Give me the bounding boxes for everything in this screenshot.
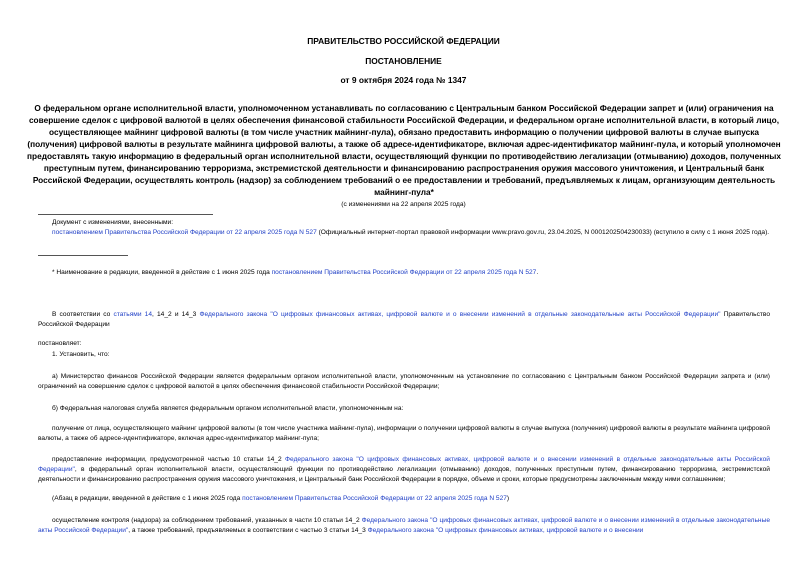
clause-text: предоставление информации, предусмотренной частью 10 статьи 14_2 (52, 456, 286, 463)
clause-b: б) Федеральная налоговая служба является федеральным органом исполнительной власти, уполномоченным на: (52, 405, 404, 412)
clause-1: 1. Установить, что: (52, 351, 110, 358)
clause-text: , а также требований, предъявляемых в соответствии с частью 3 статьи 14_3 (128, 527, 368, 534)
preamble-text: , 14_2 и 14_3 (152, 311, 200, 318)
amendment-link[interactable]: постановлением Правительства Российской Федерации от 22 апреля 2025 года N 527 (242, 495, 507, 502)
articles-link[interactable]: статьями 14 (113, 311, 153, 318)
date-number: от 9 октября 2024 года № 1347 (340, 75, 467, 85)
preamble-text: В соответствии со (52, 311, 114, 318)
government-heading: ПРАВИТЕЛЬСТВО РОССИЙСКОЙ ФЕДЕРАЦИИ (307, 36, 500, 46)
changes-label: Документ с изменениями, внесенными: (52, 219, 174, 226)
federal-law-link[interactable]: Федерального закона "О цифровых финансовых активах, цифровой валюте и о внесении изменений в отдельные законодательные акты Российской Федерации" (38, 517, 770, 534)
clause-b-item-2-note (52, 494, 770, 504)
footnote-text: * Наименование в редакции, введенной в действие с 1 июня 2025 года (52, 269, 272, 276)
clause-b-item-3 (38, 516, 770, 536)
amendment-link[interactable]: постановлением Правительства Российской Федерации от 22 апреля 2025 года N 527 (52, 229, 317, 236)
footnote-end: . (536, 269, 539, 276)
clause-text: осуществление контроля (надзора) за соблюдением требований, указанных в части 10 статьи 14_2 (52, 517, 362, 524)
divider (38, 214, 213, 215)
federal-law-link[interactable]: Федерального закона "О цифровых финансовых активах, цифровой валюте и о внесении (367, 527, 644, 534)
changes-paragraph (38, 228, 770, 238)
clause-b-item-2 (38, 455, 770, 485)
note-text: (Абзац в редакции, введенной в действие с 1 июня 2025 года (52, 495, 243, 502)
clause-b-item-1: получение от лица, осуществляющего майнинг цифровой валюты (в том числе участника майнинг-пула), информации о получении цифровой валюты в случае выпуска (получения) цифровой валюты в результате майнинга цифровой валюты, а также об адресе-идентификаторе, включая адрес-идентификатор майнинг-пула; (38, 425, 770, 442)
divider (38, 255, 128, 256)
document-title: О федеральном органе исполнительной власти, уполномоченном устанавливать по согласованию с Центральным банком Российской Федерации запрет и (или) ограничения на совершение сделок с цифровой валютой в целях обеспечения финансовой стабильности Российской Федерации, и федеральном органе исполнительной власти, в который лицо, осуществляющее майнинг цифровой валюты (в том числе участник майнинг-пула), обязано предоставить информацию о получении цифровой валюты в случае выпуска (получения) цифровой валюты в результате майнинга цифровой валюты, а также об адресе-идентификаторе, включая адрес-идентификатор майнинг-пула, и который уполномочен предоставлять такую информацию в федеральный орган исполнительной власти, осуществляющий функции по противодействию легализации (отмыванию) доходов, полученных преступным путем, финансированию терроризма, экстремистской деятельности и финансированию распространения оружия массового уничтожения, и Центральный банк Российской Федерации, осуществлять контроль (надзор) за соблюдением требований о ее предоставлении и требований, предъявляемых к лицам, организующим деятельность майнинг-пула* (27, 103, 781, 197)
preamble (38, 310, 770, 330)
federal-law-link[interactable]: Федерального закона "О цифровых финансовых активах, цифровой валюте и о внесении изменений в отдельные законодательные акты Российской Федерации" (38, 456, 770, 473)
edition-note: (с изменениями на 22 апреля 2025 года) (341, 201, 466, 208)
clause-text: , в федеральный орган исполнительной власти, осуществляющий функции по противодействию легализации (отмыванию) доходов, полученных преступным путем, финансированию терроризма, экстремистской деятельности и финансированию распространения оружия массового уничтожения, и Центральный банк Российской Федерации в порядке, объеме и сроки, которые предусмотрены заключенным между ними соглашением; (38, 466, 770, 483)
note-text: ) (506, 495, 510, 502)
footnote-link[interactable]: постановлением Правительства Российской Федерации от 22 апреля 2025 года N 527 (271, 269, 537, 276)
clause-a: а) Министерство финансов Российской Федерации является федеральным органом исполнительной власти, уполномоченным на установление по согласованию с Центральным банком Российской Федерации запрета и (или) ограничений на совершение сделок с цифровой валютой в целях обеспечения финансовой стабильности Российской Федерации; (38, 373, 770, 390)
decrees-word: постановляет: (38, 340, 82, 347)
preamble-text: Правительство Российской Федерации (38, 311, 770, 328)
footnote (52, 268, 772, 277)
federal-law-link[interactable]: Федерального закона "О цифровых финансовых активах, цифровой валюте и о внесении изменений в отдельные законодательные акты Российской Федерации" (199, 311, 721, 318)
changes-tail: (Официальный интернет-портал правовой информации www.pravo.gov.ru, 23.04.2025, N 0001202504230033) (вступило в силу с 1 июня 2025 года). (316, 229, 770, 236)
document-type: ПОСТАНОВЛЕНИЕ (365, 56, 442, 66)
